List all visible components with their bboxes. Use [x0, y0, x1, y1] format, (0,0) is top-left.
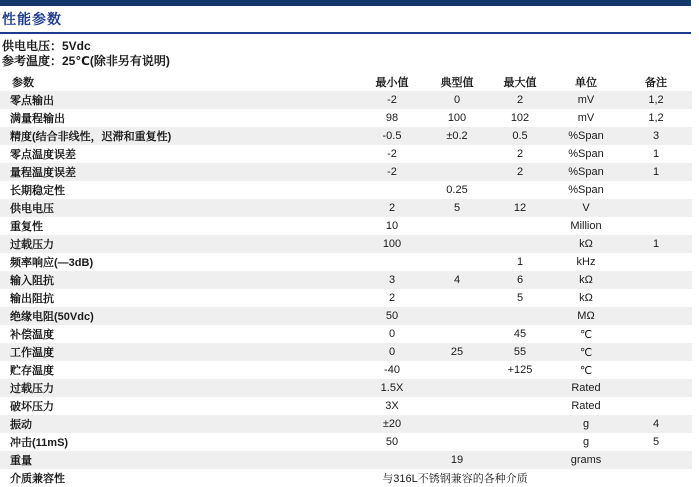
row-min-value: 1.5X: [380, 382, 404, 394]
row-typical-value: 4: [453, 274, 461, 286]
row-note: 1: [652, 238, 660, 250]
row-typical-value: [426, 253, 488, 271]
row-typical-value: ±0.2: [446, 130, 468, 142]
row-unit: kΩ: [579, 292, 593, 304]
table-row: [0, 469, 692, 487]
row-unit: Million: [570, 220, 602, 232]
table-row: [0, 217, 692, 235]
row-min-value: [358, 253, 426, 271]
header-unit: 单位: [552, 73, 620, 91]
row-note: [620, 343, 692, 361]
row-parameter-label: 精度(结合非线性，迟滞和重复性): [10, 131, 172, 143]
row-unit: %Span: [568, 148, 604, 160]
row-parameter-label: 冲击(11mS): [10, 437, 69, 449]
spec-table: [0, 73, 692, 487]
row-note: [620, 199, 692, 217]
row-typical-value: [426, 217, 488, 235]
row-max-value: [488, 217, 552, 235]
row-typical-value: 25: [450, 346, 464, 358]
spec-table-body: [0, 91, 692, 487]
row-max-value: [488, 235, 552, 253]
row-unit: ℃: [579, 364, 593, 377]
row-max-value: +125: [507, 364, 533, 376]
row-min-value: 50: [385, 436, 399, 448]
row-min-value: 50: [385, 310, 399, 322]
row-max-value: 2: [516, 94, 524, 106]
table-row: [0, 163, 692, 181]
row-parameter-label: 供电电压: [10, 203, 54, 215]
row-min-value: -0.5: [382, 130, 402, 142]
row-note: [620, 361, 692, 379]
row-parameter-label: 重复性: [10, 221, 43, 233]
row-min-value: 98: [385, 112, 399, 124]
table-header-row: [0, 73, 692, 91]
intro-block: [2, 39, 699, 69]
row-max-value: 12: [513, 202, 527, 214]
row-min-value: 0: [388, 346, 396, 358]
row-note: [620, 289, 692, 307]
table-row: [0, 379, 692, 397]
row-min-value: 3X: [385, 400, 399, 412]
row-min-value: ±20: [382, 418, 402, 430]
top-accent-bar: [0, 0, 691, 6]
row-typical-value: [426, 379, 488, 397]
row-min-value: 3: [388, 274, 396, 286]
row-max-value: 2: [516, 148, 524, 160]
row-parameter-label: 长期稳定性: [10, 185, 65, 197]
row-unit: %Span: [568, 130, 604, 142]
row-parameter-label: 重量: [10, 455, 32, 467]
row-min-value: 100: [382, 238, 402, 250]
row-max-value: [488, 379, 552, 397]
row-note: [620, 307, 692, 325]
supply-voltage-line: 供电电压：5Vdc: [2, 39, 91, 53]
table-row: [0, 307, 692, 325]
row-unit: mV: [577, 112, 595, 124]
row-max-value: [488, 451, 552, 469]
row-typical-value: [426, 235, 488, 253]
row-unit: MΩ: [577, 310, 595, 322]
row-typical-value: [426, 415, 488, 433]
row-note: [620, 379, 692, 397]
row-min-value: 0: [388, 328, 396, 340]
row-note: 1,2: [648, 94, 664, 106]
row-parameter-label: 振动: [10, 419, 32, 431]
row-unit: Rated: [571, 400, 601, 412]
row-unit: ℃: [579, 346, 593, 359]
row-note: [620, 397, 692, 415]
row-typical-value: 19: [450, 454, 464, 466]
row-min-value: 10: [385, 220, 399, 232]
row-typical-value: [426, 289, 488, 307]
table-row: [0, 343, 692, 361]
row-max-value: [488, 181, 552, 199]
row-note: [620, 325, 692, 343]
row-note: 4: [652, 418, 660, 430]
row-max-value: 102: [510, 112, 530, 124]
row-unit: Rated: [571, 382, 601, 394]
row-note: [620, 253, 692, 271]
row-typical-value: [426, 325, 488, 343]
row-typical-value: [426, 145, 488, 163]
row-note: 3: [652, 130, 660, 142]
row-note: 1: [652, 148, 660, 160]
header-parameter: 参数: [0, 73, 358, 91]
row-parameter-label: 零点温度误差: [10, 149, 76, 161]
row-note: 1: [652, 166, 660, 178]
row-parameter-label: 绝缘电阻(50Vdc): [10, 311, 94, 323]
row-max-value: 45: [513, 328, 527, 340]
table-row: [0, 433, 692, 451]
header-note: 备注: [620, 73, 692, 91]
row-parameter-label: 破坏压力: [10, 401, 54, 413]
row-note: [620, 217, 692, 235]
table-row: [0, 289, 692, 307]
row-unit: [552, 469, 620, 487]
page-title: 性能参数: [2, 11, 62, 27]
reference-temperature-line: 参考温度：25℃(除非另有说明): [2, 54, 170, 68]
row-unit: %Span: [568, 184, 604, 196]
row-min-value: [358, 181, 426, 199]
table-row: [0, 91, 692, 109]
row-min-value: [358, 451, 426, 469]
row-max-value: [488, 397, 552, 415]
row-unit: grams: [570, 454, 602, 466]
row-note: [620, 181, 692, 199]
table-row: [0, 145, 692, 163]
row-parameter-label: 补偿温度: [10, 329, 54, 341]
row-typical-value: 0: [453, 94, 461, 106]
table-row: [0, 235, 692, 253]
row-parameter-label: 输出阻抗: [10, 293, 54, 305]
row-parameter-label: 量程温度误差: [10, 167, 76, 179]
table-row: [0, 109, 692, 127]
row-unit: mV: [577, 94, 595, 106]
table-row: [0, 451, 692, 469]
row-max-value: 55: [513, 346, 527, 358]
row-unit: kHz: [576, 256, 596, 268]
header-min: 最小值: [358, 73, 426, 91]
row-parameter-label: 过载压力: [10, 239, 54, 251]
row-min-value: -40: [384, 364, 400, 376]
header-max: 最大值: [488, 73, 552, 91]
row-max-value: 6: [516, 274, 524, 286]
table-row: [0, 361, 692, 379]
row-typical-value: 100: [447, 112, 467, 124]
row-min-value: -2: [387, 94, 397, 106]
row-typical-value: [426, 397, 488, 415]
row-parameter-label: 贮存温度: [10, 365, 54, 377]
row-min-value: 2: [388, 202, 396, 214]
row-min-value: -2: [387, 166, 397, 178]
table-row: [0, 127, 692, 145]
table-row: [0, 397, 692, 415]
row-note: [620, 469, 692, 487]
row-max-value: 2: [516, 166, 524, 178]
row-unit: g: [582, 436, 590, 448]
row-parameter-label: 工作温度: [10, 347, 54, 359]
header-typical: 典型值: [426, 73, 488, 91]
row-typical-value: [426, 307, 488, 325]
row-max-value: [488, 433, 552, 451]
table-row: [0, 199, 692, 217]
row-parameter-label: 介质兼容性: [10, 473, 65, 485]
row-typical-value: [426, 361, 488, 379]
row-unit: kΩ: [579, 238, 593, 250]
row-parameter-label: 零点输出: [10, 95, 54, 107]
row-max-value: [488, 415, 552, 433]
title-divider: [0, 32, 691, 34]
row-max-value: 0.5: [512, 130, 528, 142]
table-row: [0, 181, 692, 199]
row-unit: kΩ: [579, 274, 593, 286]
row-typical-value: 0.25: [446, 184, 468, 196]
table-row: [0, 415, 692, 433]
row-unit: g: [582, 418, 590, 430]
row-typical-value: [426, 163, 488, 181]
row-unit: ℃: [579, 328, 593, 341]
row-parameter-label: 过载压力: [10, 383, 54, 395]
row-max-value: [488, 307, 552, 325]
row-parameter-label: 频率响应(—3dB): [10, 257, 94, 269]
row-max-value: 5: [516, 292, 524, 304]
row-min-value: 2: [388, 292, 396, 304]
row-parameter-label: 输入阻抗: [10, 275, 54, 287]
table-row: [0, 253, 692, 271]
row-unit: %Span: [568, 166, 604, 178]
row-typical-value: [426, 433, 488, 451]
row-unit: V: [582, 202, 590, 214]
table-row: [0, 325, 692, 343]
row-note: [620, 271, 692, 289]
row-note: [620, 451, 692, 469]
row-note: 5: [652, 436, 660, 448]
row-max-value: 1: [516, 256, 524, 268]
row-typical-value: 5: [453, 202, 461, 214]
row-span-value: 与316L不锈钢兼容的各种介质: [382, 473, 528, 485]
row-parameter-label: 满量程输出: [10, 113, 65, 125]
row-note: 1,2: [648, 112, 664, 124]
table-row: [0, 271, 692, 289]
row-min-value: -2: [387, 148, 397, 160]
